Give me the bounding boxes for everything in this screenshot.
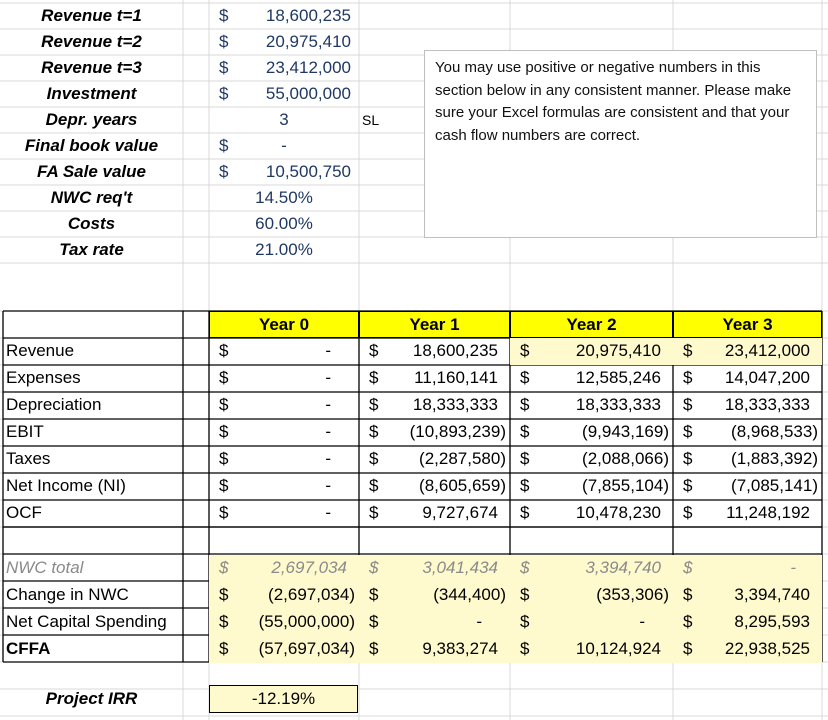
cell-value[interactable]: (2,088,066): [582, 449, 669, 468]
input-value[interactable]: 10,500,750: [265, 162, 351, 181]
dollar-sign: $: [219, 503, 229, 522]
dollar-sign: $: [219, 449, 229, 468]
dollar-sign: $: [683, 395, 693, 414]
cell-value[interactable]: 18,333,333: [412, 395, 498, 414]
dollar-sign: $: [219, 422, 229, 441]
input-value[interactable]: 21.00%: [255, 240, 313, 259]
dollar-sign: $: [219, 84, 229, 103]
row-label: Change in NWC: [6, 585, 129, 604]
cell-value[interactable]: 23,412,000: [724, 341, 810, 360]
cell-value[interactable]: -: [325, 368, 331, 387]
cell-value[interactable]: 20,975,410: [575, 341, 661, 360]
cell-value[interactable]: 9,383,274: [422, 639, 498, 658]
input-value[interactable]: 14.50%: [255, 188, 313, 207]
cell-value[interactable]: 2,697,034: [271, 558, 347, 577]
input-label: NWC req't: [50, 188, 133, 207]
dollar-sign: $: [219, 341, 229, 360]
cell-value[interactable]: 11,160,141: [414, 368, 498, 387]
cell-value[interactable]: 12,585,246: [575, 368, 661, 387]
year-header: Year 2: [510, 311, 673, 338]
cell-value[interactable]: (10,893,239): [409, 422, 506, 441]
row-label: OCF: [6, 503, 42, 522]
cell-value[interactable]: 3,394,740: [585, 558, 661, 577]
cell-value[interactable]: 18,333,333: [575, 395, 661, 414]
dollar-sign: $: [219, 32, 229, 51]
cell-value[interactable]: -: [639, 612, 645, 631]
cell-value[interactable]: -: [476, 612, 482, 631]
cell-value[interactable]: -: [790, 558, 796, 577]
dollar-sign: $: [369, 422, 379, 441]
input-label: Costs: [67, 214, 116, 233]
dollar-sign: $: [683, 341, 693, 360]
cell-value[interactable]: 14,047,200: [724, 368, 810, 387]
row-label: Expenses: [6, 368, 81, 387]
row-label: NWC total: [6, 558, 84, 577]
dollar-sign: $: [219, 612, 229, 631]
cell-value[interactable]: (8,605,659): [419, 476, 506, 495]
input-label: Final book value: [24, 136, 159, 155]
irr-value[interactable]: -12.19%: [209, 685, 358, 713]
cell-value[interactable]: (7,085,141): [731, 476, 818, 495]
cell-value[interactable]: 18,333,333: [724, 395, 810, 414]
cell-value[interactable]: -: [325, 395, 331, 414]
year-header: Year 0: [209, 311, 359, 338]
cell-value[interactable]: (7,855,104): [582, 476, 669, 495]
dollar-sign: $: [219, 368, 229, 387]
cell-value[interactable]: -: [325, 449, 331, 468]
input-label: Tax rate: [59, 240, 124, 259]
cell-value[interactable]: 10,478,230: [575, 503, 661, 522]
dollar-sign: $: [219, 6, 229, 25]
dollar-sign: $: [219, 558, 229, 577]
dollar-sign: $: [369, 639, 379, 658]
year-header: Year 3: [673, 311, 822, 338]
dollar-sign: $: [219, 136, 229, 155]
input-value[interactable]: 55,000,000: [265, 84, 351, 103]
dollar-sign: $: [683, 612, 693, 631]
dollar-sign: $: [369, 368, 379, 387]
cell-value[interactable]: (8,968,533): [731, 422, 818, 441]
irr-label: Project IRR: [45, 689, 138, 708]
input-value[interactable]: 23,412,000: [265, 58, 351, 77]
dollar-sign: $: [520, 612, 530, 631]
dollar-sign: $: [520, 341, 530, 360]
dollar-sign: $: [683, 585, 693, 604]
input-label: FA Sale value: [37, 162, 146, 181]
dollar-sign: $: [219, 162, 229, 181]
input-value[interactable]: 60.00%: [255, 214, 313, 233]
dollar-sign: $: [219, 476, 229, 495]
cell-value[interactable]: 9,727,674: [422, 503, 498, 522]
input-value[interactable]: 3: [279, 110, 289, 129]
dollar-sign: $: [219, 585, 229, 604]
cell-value[interactable]: (55,000,000): [258, 612, 355, 631]
cell-value[interactable]: -: [325, 422, 331, 441]
dollar-sign: $: [369, 585, 379, 604]
cell-value[interactable]: 8,295,593: [734, 612, 810, 631]
dollar-sign: $: [520, 585, 530, 604]
dollar-sign: $: [683, 449, 693, 468]
row-label: Net Capital Spending: [6, 612, 167, 631]
row-label: Revenue: [6, 341, 75, 360]
row-label: CFFA: [6, 639, 51, 658]
dollar-sign: $: [520, 422, 530, 441]
dollar-sign: $: [369, 395, 379, 414]
cell-value[interactable]: -: [325, 476, 331, 495]
dollar-sign: $: [520, 368, 530, 387]
cell-value[interactable]: 22,938,525: [724, 639, 810, 658]
dollar-sign: $: [683, 422, 693, 441]
cell-value[interactable]: 3,041,434: [422, 558, 498, 577]
row-label: Taxes: [6, 449, 51, 468]
dollar-sign: $: [520, 449, 530, 468]
dollar-sign: $: [520, 395, 530, 414]
dollar-sign: $: [219, 58, 229, 77]
dollar-sign: $: [520, 476, 530, 495]
dollar-sign: $: [683, 476, 693, 495]
input-value[interactable]: 18,600,235: [265, 6, 351, 25]
input-label: Revenue t=3: [41, 58, 142, 77]
depreciation-method: SL: [362, 112, 380, 128]
dollar-sign: $: [683, 639, 693, 658]
input-label: Investment: [46, 84, 137, 103]
dollar-sign: $: [369, 476, 379, 495]
cell-value[interactable]: (9,943,169): [582, 422, 669, 441]
dollar-sign: $: [683, 503, 693, 522]
cell-value[interactable]: 10,124,924: [575, 639, 661, 658]
dollar-sign: $: [369, 558, 379, 577]
row-label: EBIT: [6, 422, 44, 441]
cell-value[interactable]: -: [325, 503, 331, 522]
input-label: Depr. years: [45, 110, 138, 129]
cell-value[interactable]: (57,697,034): [258, 639, 355, 658]
cell-value[interactable]: (344,400): [433, 585, 506, 604]
input-label: Revenue t=1: [41, 6, 142, 25]
dollar-sign: $: [520, 558, 530, 577]
cell-value[interactable]: -: [325, 341, 331, 360]
dollar-sign: $: [219, 639, 229, 658]
year-header: Year 1: [359, 311, 510, 338]
dollar-sign: $: [369, 449, 379, 468]
cell-value[interactable]: (2,697,034): [268, 585, 355, 604]
instruction-note: You may use positive or negative numbers in this section below in any consistent manner. Please make sure your Excel formulas are consistent and that your cash flow numbers are correct.: [424, 50, 817, 238]
cell-value[interactable]: (1,883,392): [731, 449, 818, 468]
cell-value[interactable]: 3,394,740: [734, 585, 810, 604]
input-value[interactable]: 20,975,410: [265, 32, 351, 51]
dollar-sign: $: [520, 639, 530, 658]
dollar-sign: $: [683, 368, 693, 387]
input-label: Revenue t=2: [41, 32, 142, 51]
dollar-sign: $: [369, 503, 379, 522]
input-value[interactable]: -: [281, 136, 287, 155]
dollar-sign: $: [369, 341, 379, 360]
dollar-sign: $: [369, 612, 379, 631]
cell-value[interactable]: (353,306): [596, 585, 669, 604]
row-label: Depreciation: [6, 395, 102, 414]
cell-value[interactable]: 11,248,192: [726, 503, 810, 522]
cell-value[interactable]: 18,600,235: [412, 341, 498, 360]
dollar-sign: $: [520, 503, 530, 522]
dollar-sign: $: [683, 558, 693, 577]
dollar-sign: $: [219, 395, 229, 414]
row-label: Net Income (NI): [6, 476, 126, 495]
cell-value[interactable]: (2,287,580): [419, 449, 506, 468]
